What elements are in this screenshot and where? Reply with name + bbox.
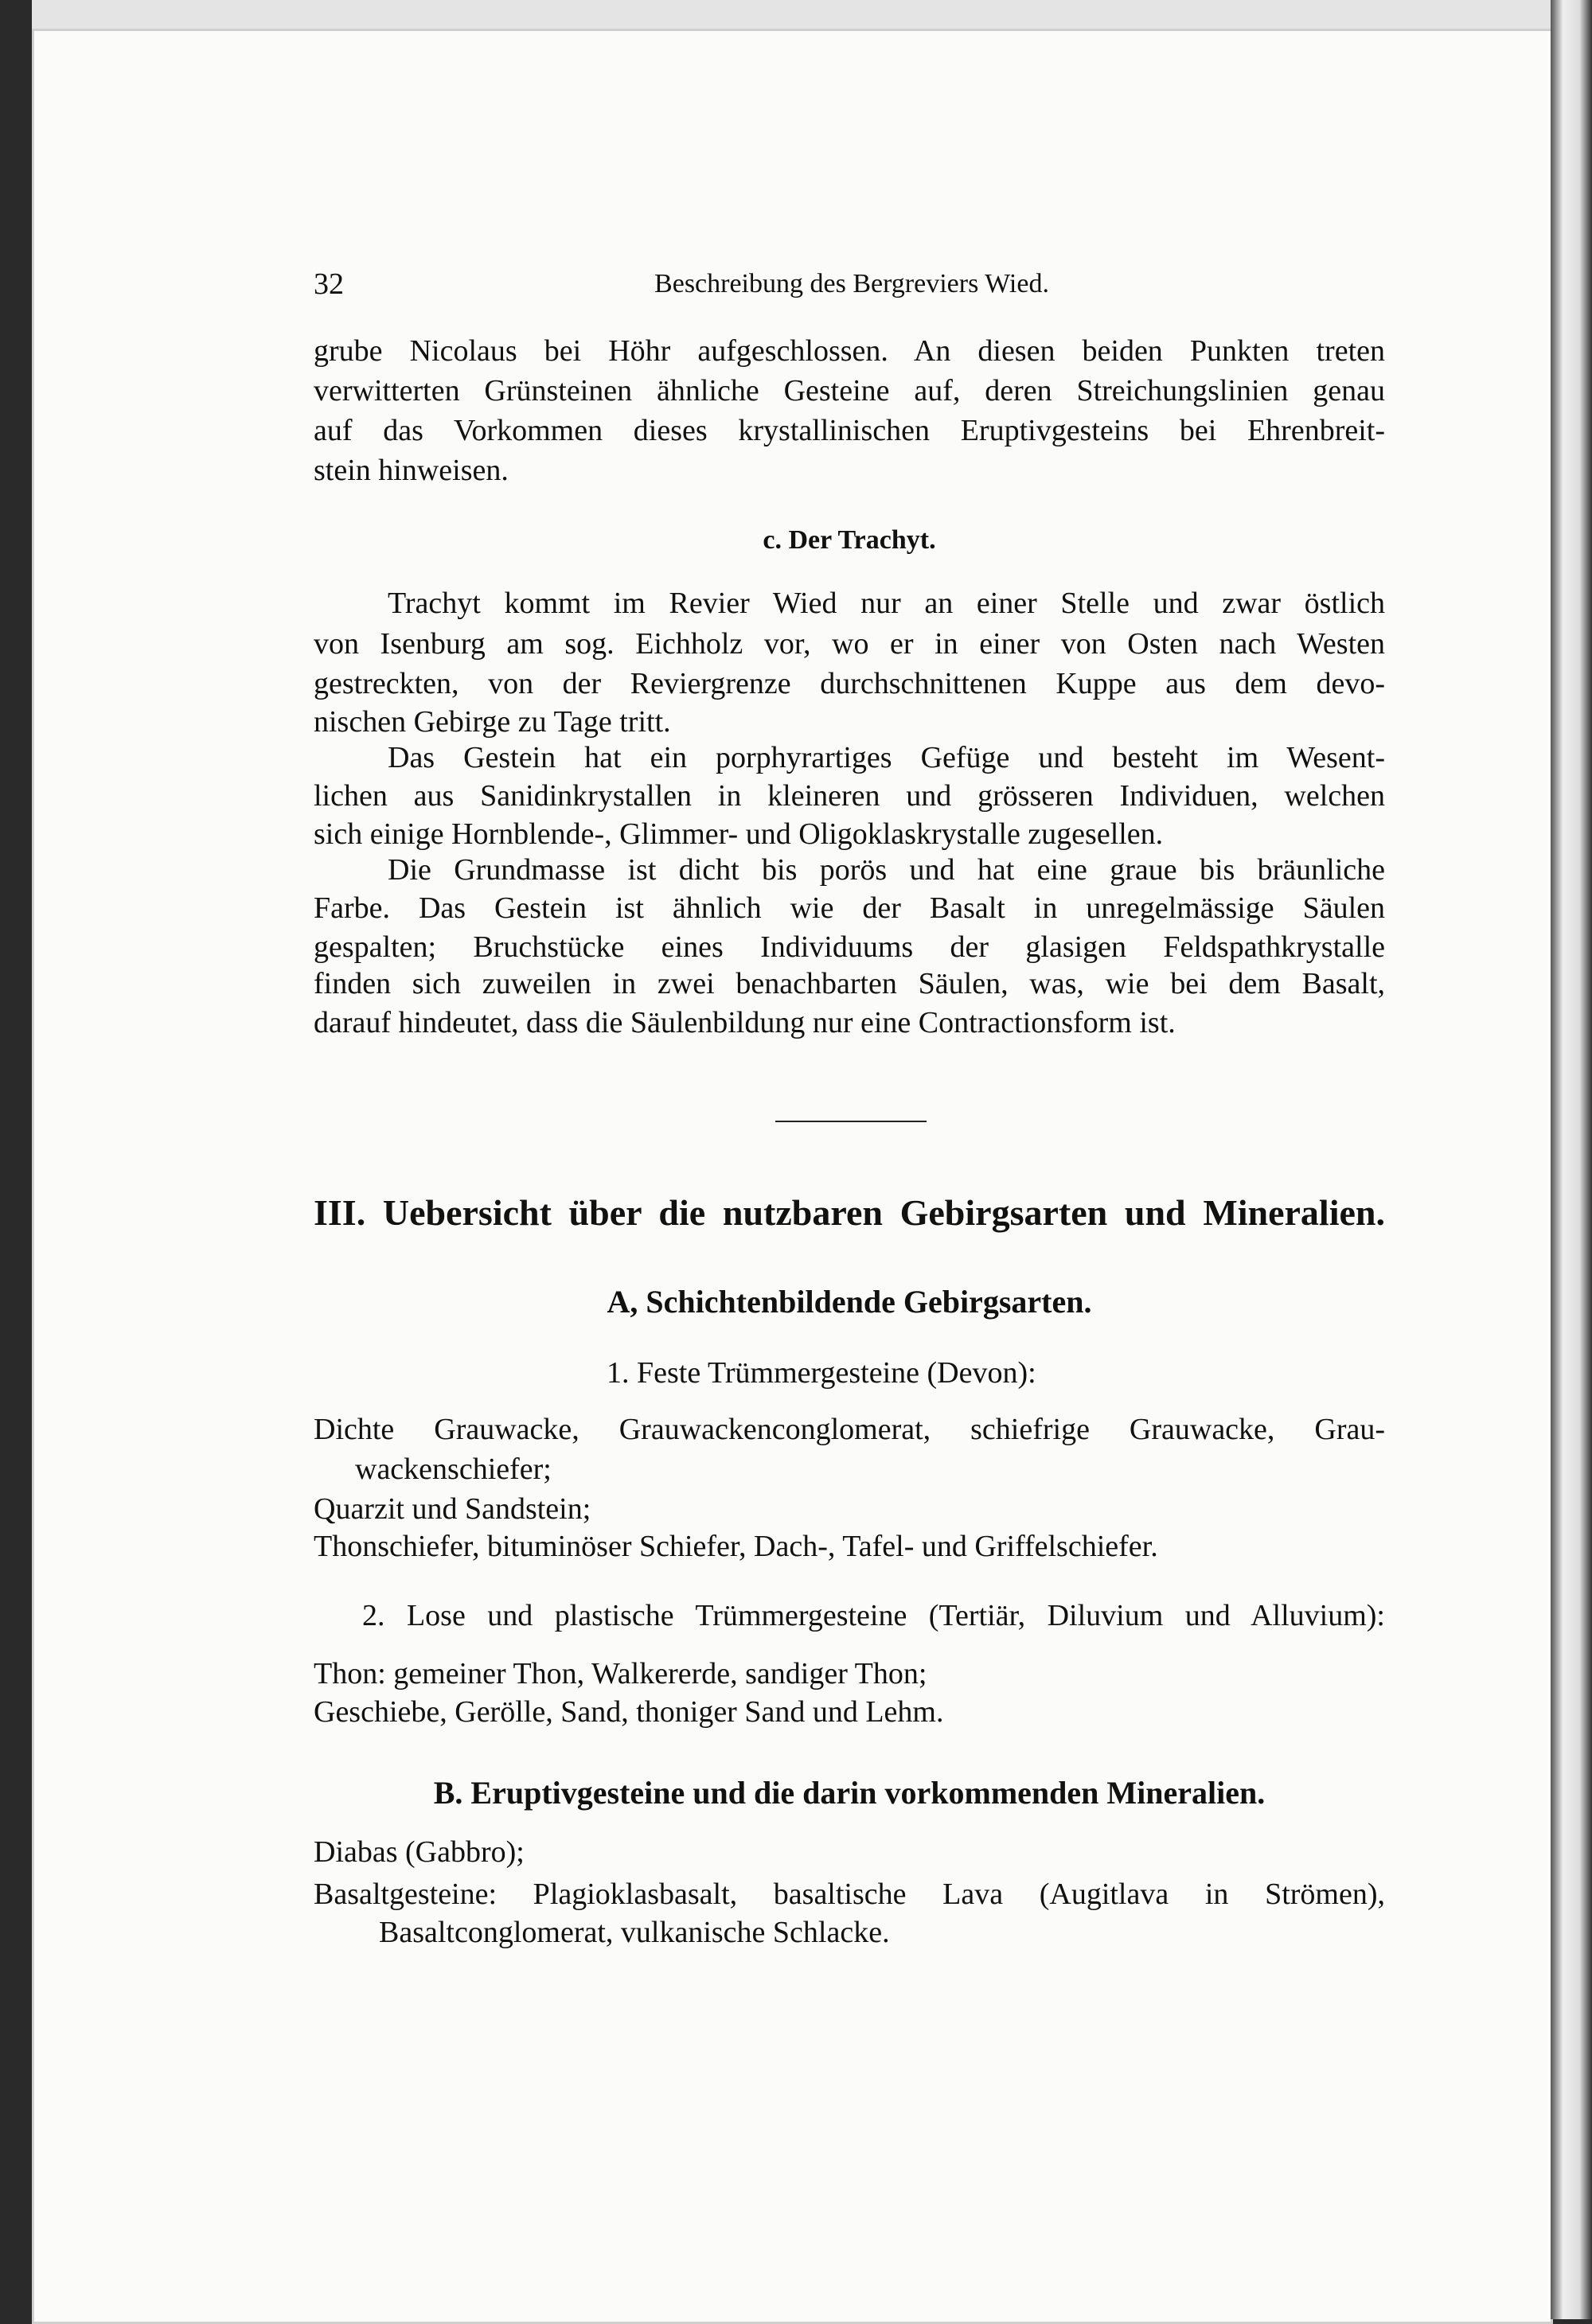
- text-line: Diabas (Gabbro);: [314, 1835, 525, 1869]
- text-line: auf das Vorkommen dieses krystallinischen Eruptivgesteins bei Ehrenbreit-: [314, 414, 1385, 447]
- text-line: darauf hindeutet, dass die Säulenbildung nur eine Contractionsform ist.: [314, 1006, 1176, 1039]
- text-line: Quarzit und Sandstein;: [314, 1492, 591, 1526]
- text-line: finden sich zuweilen in zwei benachbarten Säulen, was, wie bei dem Basalt,: [314, 967, 1385, 1000]
- text-line: Trachyt kommt im Revier Wied nur an einer Stelle und zwar östlich: [388, 587, 1385, 620]
- text-line: Geschiebe, Gerölle, Sand, thoniger Sand und Lehm.: [314, 1695, 944, 1729]
- text-line: Dichte Grauwacke, Grauwackenconglomerat, schiefrige Grauwacke, Grau-: [314, 1413, 1385, 1446]
- text-line: Basaltconglomerat, vulkanische Schlacke.: [379, 1916, 890, 1949]
- section-heading-c: c. Der Trachyt.: [763, 525, 936, 555]
- text-line: Das Gestein hat ein porphyrartiges Gefüge und besteht im Wesent-: [388, 741, 1385, 774]
- text-line: Basaltgesteine: Plagioklasbasalt, basaltische Lava (Augitlava in Strömen),: [314, 1878, 1385, 1911]
- running-title: Beschreibung des Bergreviers Wied.: [654, 269, 1049, 298]
- section-heading-a: A, Schichtenbildende Gebirgsarten.: [607, 1284, 1092, 1320]
- subheading-1: 1. Feste Trümmergesteine (Devon):: [607, 1356, 1036, 1390]
- text-line: Thon: gemeiner Thon, Walkererde, sandiger Thon;: [314, 1657, 927, 1690]
- text-line: Thonschiefer, bituminöser Schiefer, Dach-, Tafel- und Griffelschiefer.: [314, 1530, 1158, 1563]
- section-heading-b: B. Eruptivgesteine und die darin vorkommenden Mineralien.: [433, 1775, 1266, 1811]
- text-line: Farbe. Das Gestein ist ähnlich wie der Basalt in unregelmässige Säulen: [314, 891, 1385, 925]
- text-line: Die Grundmasse ist dicht bis porös und hat eine graue bis bräunliche: [388, 853, 1385, 887]
- subheading-2: 2. Lose und plastische Trümmergesteine (Tertiär, Diluvium und Alluvium):: [362, 1599, 1385, 1632]
- text-line: wackenschiefer;: [355, 1452, 552, 1486]
- text-line: nischen Gebirge zu Tage tritt.: [314, 705, 671, 739]
- text-line: gespalten; Bruchstücke eines Individuums der glasigen Feldspathkrystalle: [314, 930, 1385, 964]
- text-line: von Isenburg am sog. Eichholz vor, wo er in einer von Osten nach Westen: [314, 627, 1385, 661]
- text-line: verwitterten Grünsteinen ähnliche Gesteine auf, deren Streichungslinien genau: [314, 374, 1385, 407]
- scan-top-band: [32, 0, 1551, 29]
- page-edge: [1551, 0, 1592, 2319]
- section-divider: [775, 1121, 927, 1122]
- text-line: stein hinweisen.: [314, 454, 509, 487]
- page-number: 32: [314, 267, 344, 301]
- text-line: sich einige Hornblende-, Glimmer- und Oligoklaskrystalle zugesellen.: [314, 817, 1164, 851]
- chapter-heading: III. Uebersicht über die nutzbaren Gebirgsarten und Mineralien.: [314, 1192, 1385, 1233]
- text-line: lichen aus Sanidinkrystallen in kleineren und grösseren Individuen, welchen: [314, 779, 1385, 813]
- text-line: gestreckten, von der Reviergrenze durchschnittenen Kuppe aus dem devo-: [314, 667, 1385, 700]
- text-line: grube Nicolaus bei Höhr aufgeschlossen. An diesen beiden Punkten treten: [314, 334, 1385, 368]
